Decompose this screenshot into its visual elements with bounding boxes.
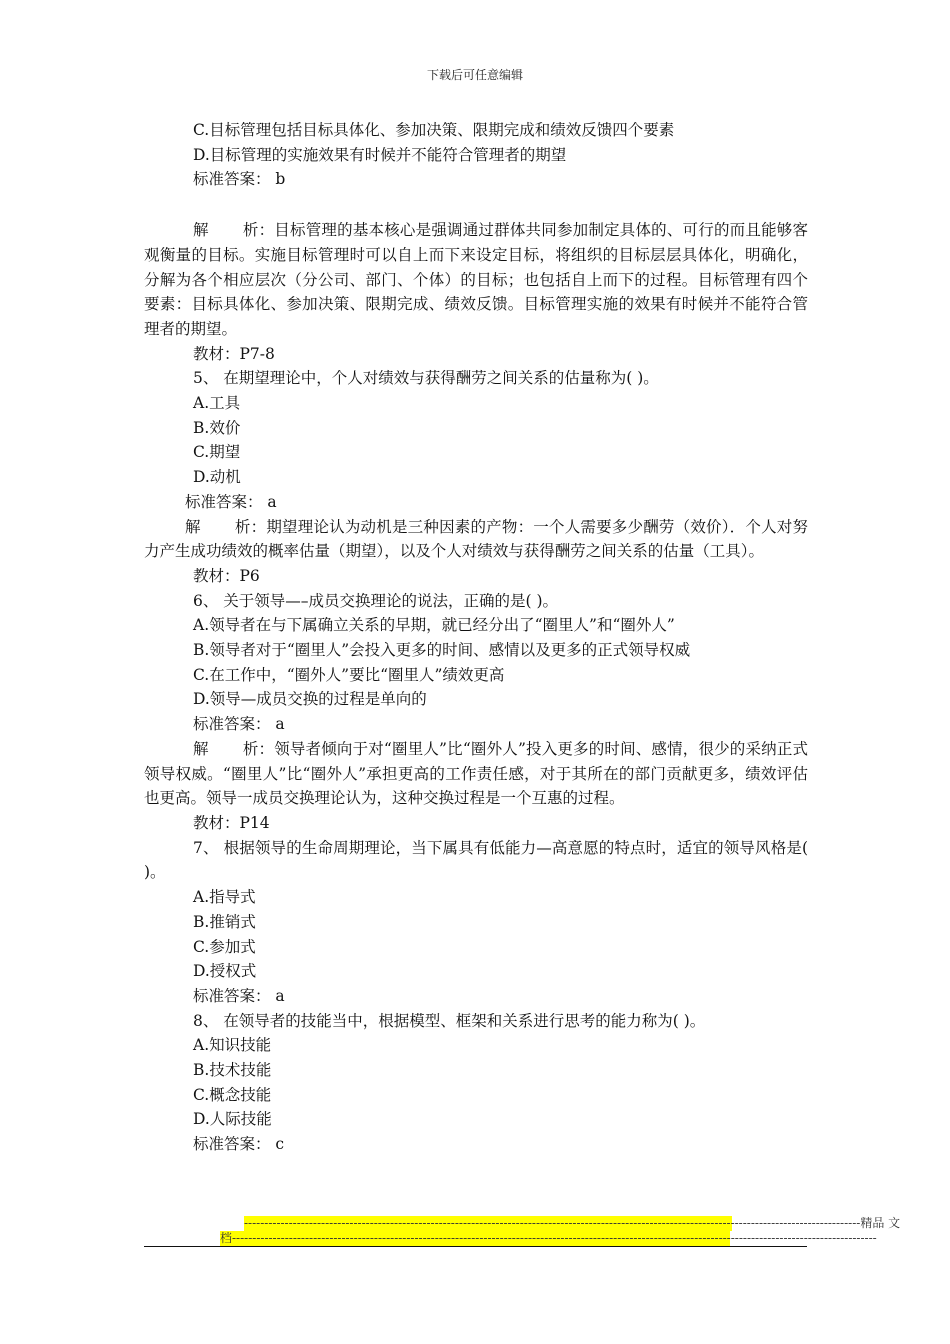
question-6-answer: 标准答案： a	[193, 715, 285, 734]
question-7-answer: 标准答案： a	[193, 986, 285, 1005]
footer-watermark	[220, 1216, 901, 1246]
question-7-option-b: B.推销式	[193, 912, 256, 931]
question-5-option-c: C.期望	[193, 443, 241, 462]
analysis-label: 解	[193, 221, 209, 240]
analysis-text: 析：目标管理的基本核心是强调通过群体共同参加制定具体的、可行的而且能够客观衡量的目标。实施目标管理时可以自上而下来设定目标，将组织的目标层层具体化，明确化，分解为各个相应层次（分公司、部门、个体）的目标；也包括自上而下的过程。目标管理有四个要素：目标具体化、参加决策、限期完成、绩效反馈。目标管理实施的效果有时候并不能符合管理者的期望。	[144, 221, 808, 338]
analysis-text: 析：期望理论认为动机是三种因素的产物：一个人需要多少酬劳（效价）．个人对努力产生成功绩效的概率估量（期望），以及个人对绩效与获得酬劳之间关系的估量（工具）。	[144, 517, 808, 561]
textbook-ref: 教材：P7-8	[193, 344, 275, 363]
analysis-paragraph-3	[144, 737, 808, 811]
question-8-answer: 标准答案： c	[193, 1135, 285, 1154]
question-7	[144, 836, 808, 885]
page-header: 下载后可任意编辑	[426, 68, 523, 82]
question-5-answer: 标准答案： a	[185, 492, 277, 511]
textbook-ref: 教材：P14	[193, 813, 270, 832]
question-8-option-b: B.技术技能	[193, 1061, 272, 1080]
question-7-text: 7、 根据领导的生命周期理论，当下属具有低能力—高意愿的特点时，适宜的领导风格是( )。	[144, 838, 808, 882]
question-7-option-c: C.参加式	[193, 937, 256, 956]
question-5-option-a: A.工具	[193, 394, 241, 413]
question-6-option-c: C.在工作中，“圈外人”要比“圈里人”绩效更高	[193, 665, 505, 684]
analysis-label: 解	[185, 517, 201, 536]
question-8: 8、 在领导者的技能当中，根据模型、框架和关系进行思考的能力称为( )。	[193, 1011, 706, 1030]
analysis-paragraph-2	[144, 515, 808, 564]
question-5-option-d: D.动机	[193, 468, 241, 487]
question-5: 5、 在期望理论中，个人对绩效与获得酬劳之间关系的估量称为( )。	[193, 369, 659, 388]
question-6-option-a: A.领导者在与下属确立关系的早期，就已经分出了“圈里人”和“圈外人”	[193, 616, 675, 635]
textbook-ref: 教材：P6	[193, 566, 260, 585]
question-7-option-d: D.授权式	[193, 962, 257, 981]
question-8-option-c: C.概念技能	[193, 1085, 272, 1104]
question-7-option-a: A.指导式	[193, 888, 256, 907]
option-d-line: D.目标管理的实施效果有时候并不能符合管理者的期望	[193, 145, 567, 164]
question-8-option-d: D.人际技能	[193, 1110, 272, 1129]
footer-row-2: 档---------------------------------------------------------------------------------------------------------------------------------------------------------------	[220, 1231, 877, 1245]
answer-line: 标准答案： b	[193, 170, 286, 189]
page-content	[144, 118, 808, 1157]
question-6: 6、 关于领导—–成员交换理论的说法，正确的是( )。	[193, 591, 559, 610]
question-6-option-d: D.领导—成员交换的过程是单向的	[193, 690, 427, 709]
analysis-label: 解	[193, 739, 209, 758]
question-6-option-b: B.领导者对于“圈里人”会投入更多的时间、感情以及更多的正式领导权威	[193, 641, 691, 660]
question-5-option-b: B.效价	[193, 418, 241, 437]
footer-rule	[144, 1246, 807, 1247]
blank-gap	[144, 192, 808, 218]
question-8-option-a: A.知识技能	[193, 1036, 272, 1055]
option-c-line: C.目标管理包括目标具体化、参加决策、限期完成和绩效反馈四个要素	[193, 121, 675, 139]
analysis-text: 析：领导者倾向于对“圈里人”比“圈外人”投入更多的时间、感情，很少的采纳正式领导权威。“圈里人”比“圈外人”承担更高的工作责任感，对于其所在的部门贡献更多，绩效评估也更高。领导一成员交换理论认为，这种交换过程是一个互惠的过程。	[144, 739, 808, 808]
analysis-paragraph-1	[144, 218, 808, 342]
footer-row-1: --------------------------------------------------------------------------------------------------------------------------------------------------------精品 文	[244, 1216, 901, 1230]
